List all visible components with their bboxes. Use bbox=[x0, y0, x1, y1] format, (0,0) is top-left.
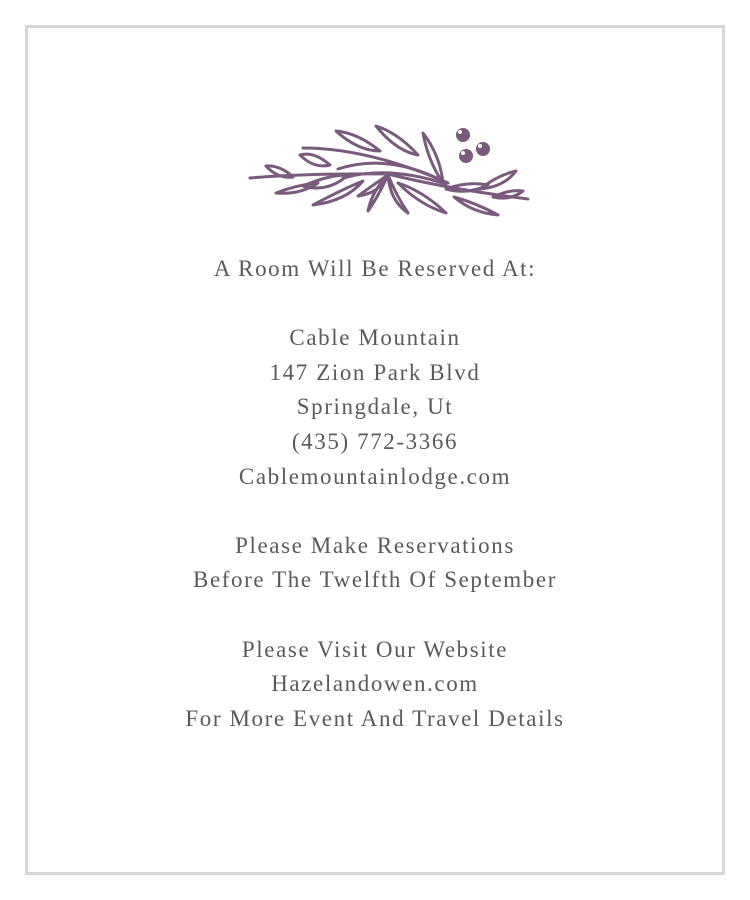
reservation-note-line-1: Please Make Reservations bbox=[235, 532, 515, 558]
venue-name: Cable Mountain bbox=[289, 325, 461, 351]
venue-phone: (435) 772-3366 bbox=[291, 428, 459, 454]
heading: A Room Will Be Reserved At: bbox=[213, 256, 537, 281]
accommodation-card bbox=[25, 25, 725, 875]
venue-city: Springdale, Ut bbox=[296, 394, 454, 420]
website-note-url: Hazelandowen.com bbox=[271, 671, 479, 697]
website-note-line-1: Please Visit Our Website bbox=[241, 636, 509, 662]
card-text bbox=[28, 252, 722, 771]
website-note-line-3: For More Event And Travel Details bbox=[185, 705, 565, 731]
venue-website: Cablemountainlodge.com bbox=[238, 463, 512, 489]
reservation-note-block bbox=[28, 529, 722, 598]
heading-block bbox=[28, 252, 722, 287]
reservation-note-line-2: Before The Twelfth Of September bbox=[193, 567, 557, 593]
venue-block bbox=[28, 321, 722, 494]
laurel-branch-with-berries-icon bbox=[218, 93, 538, 223]
venue-street: 147 Zion Park Blvd bbox=[269, 359, 481, 385]
website-note-block bbox=[28, 633, 722, 737]
